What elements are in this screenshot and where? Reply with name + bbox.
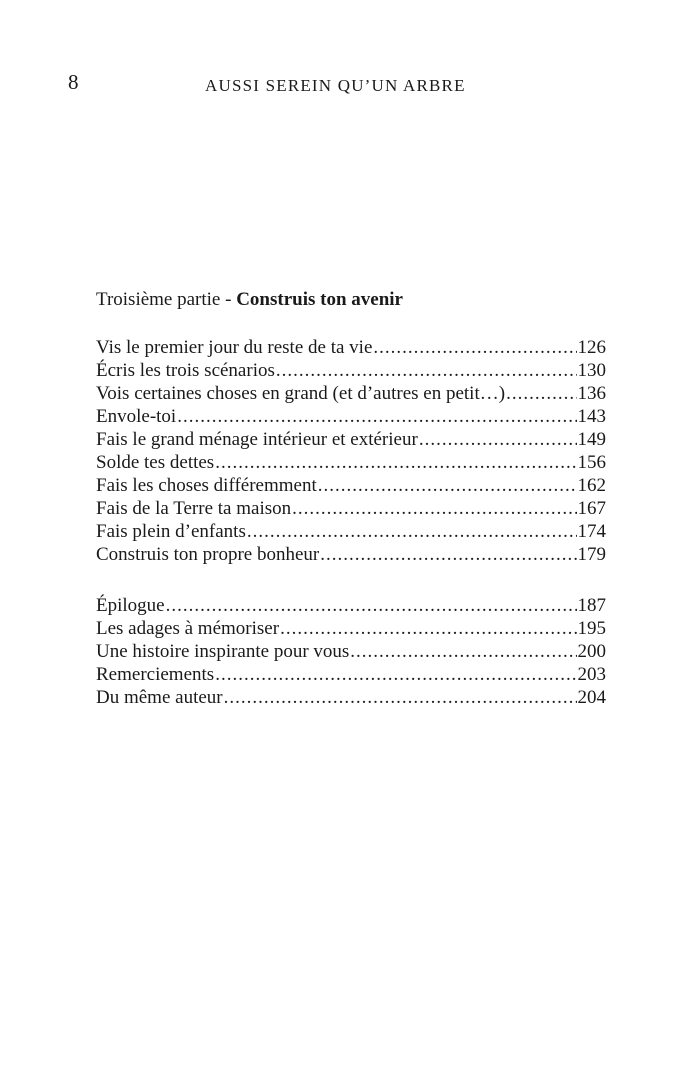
toc-entry (96, 520, 606, 543)
toc-entry (96, 336, 606, 359)
toc-entry-title: Remerciements (96, 664, 215, 685)
dot-leader (215, 663, 576, 686)
toc-entry-page: 126 (577, 337, 606, 358)
dot-leader (177, 405, 576, 428)
toc-entry-title: Fais de la Terre ta maison (96, 498, 292, 519)
part-heading (96, 288, 403, 312)
dot-leader (215, 451, 576, 474)
toc-end-list (96, 594, 606, 709)
dot-leader (166, 594, 577, 617)
dot-leader (373, 336, 576, 359)
toc-entry-page: 200 (577, 641, 606, 662)
toc-entry (96, 594, 606, 617)
toc-entry-title: Envole-toi (96, 406, 177, 427)
toc-entry-page: 130 (577, 360, 606, 381)
dot-leader (276, 359, 577, 382)
toc-entry-page: 203 (577, 664, 606, 685)
toc-entry-page: 162 (577, 475, 606, 496)
toc-entry (96, 617, 606, 640)
toc-entry-title: Du même auteur (96, 687, 223, 708)
toc-entry-page: 149 (577, 429, 606, 450)
toc-entry-page: 136 (577, 383, 606, 404)
toc-entry-title: Vis le premier jour du reste de ta vie (96, 337, 373, 358)
toc-entry (96, 382, 606, 405)
toc-entry-title: Fais le grand ménage intérieur et extérieur (96, 429, 418, 450)
dot-leader (224, 686, 577, 709)
toc-entry (96, 405, 606, 428)
running-head: AUSSI SEREIN QU’UN ARBRE (205, 76, 466, 95)
dot-leader (292, 497, 576, 520)
toc-entry-page: 167 (577, 498, 606, 519)
toc-entry-title: Solde tes dettes (96, 452, 215, 473)
toc-entry-page: 195 (577, 618, 606, 639)
toc-entry-page: 187 (577, 595, 606, 616)
toc-entry (96, 474, 606, 497)
toc-entry-title: Fais plein d’enfants (96, 521, 246, 542)
dot-leader (320, 543, 576, 566)
dot-leader (350, 640, 576, 663)
toc-entry (96, 663, 606, 686)
dot-leader (318, 474, 577, 497)
toc-entry-title: Vois certaines choses en grand (et d’autres en petit…) (96, 383, 506, 404)
toc-entry (96, 451, 606, 474)
toc-entry (96, 686, 606, 709)
part-label: Troisième partie - (96, 289, 237, 310)
part-title: Construis ton avenir (236, 289, 403, 310)
toc-entry (96, 359, 606, 382)
toc-entry-title: Construis ton propre bonheur (96, 544, 320, 565)
dot-leader (247, 520, 577, 543)
toc-entry-page: 174 (577, 521, 606, 542)
toc-entry (96, 428, 606, 451)
toc-entry-title: Épilogue (96, 595, 165, 616)
toc-entry (96, 640, 606, 663)
toc-entry-page: 204 (577, 687, 606, 708)
toc-entry (96, 497, 606, 520)
toc-entry (96, 543, 606, 566)
dot-leader (280, 617, 576, 640)
toc-entry-page: 179 (577, 544, 606, 565)
dot-leader (506, 382, 576, 405)
toc-entry-title: Écris les trois scénarios (96, 360, 275, 381)
toc-entry-page: 143 (577, 406, 606, 427)
page-number: 8 (68, 70, 79, 94)
toc-main-list (96, 336, 606, 566)
toc-entry-page: 156 (577, 452, 606, 473)
toc-entry-title: Les adages à mémoriser (96, 618, 280, 639)
dot-leader (419, 428, 577, 451)
toc-entry-title: Fais les choses différemment (96, 475, 317, 496)
toc-entry-title: Une histoire inspirante pour vous (96, 641, 350, 662)
